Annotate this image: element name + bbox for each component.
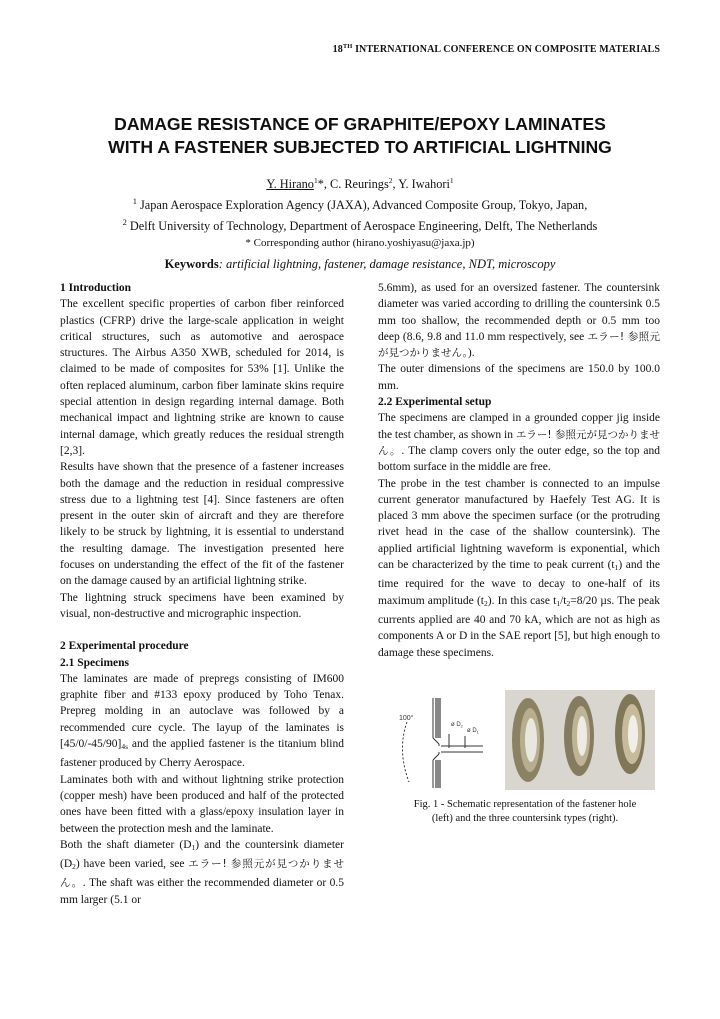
left-column (60, 280, 344, 908)
figure-1-caption: Fig. 1 - Schematic representation of the fastener hole (left) and the three countersink types (right). (413, 799, 637, 824)
paragraph: 5.6mm), as used for an oversized fastener. The countersink diameter was varied according to drilling the countersink 0.5 mm too shallow, the recommended depth or 0.5 mm too deep (8.6, 9.8 and 11.0 mm respectively, see エラー! 参照元が見つかりません。). (378, 282, 660, 360)
broken-reference: エラー! 参照元が見つかりません。 (378, 428, 661, 457)
affiliation-1: $^1$ Japan Aerospace Exploration Agency (JAXA), Advanced Composite Group, Tokyo, Japan, (132, 196, 588, 212)
paragraph: The specimens are clamped in a grounded copper jig inside the test chamber, as shown in エラー! 参照元が見つかりません。. The clamp covers only the outer edge, so the top and bottom surface in the middle are free. (378, 412, 661, 474)
title-line-2: WITH A FASTENER SUBJECTED TO ARTIFICIAL LIGHTNING (108, 137, 612, 157)
fastener-hole-schematic (399, 698, 483, 788)
countersink-recommended (564, 696, 594, 776)
paragraph: Laminates both with and without lightning strike protection (copper mesh) have been produced and half of the protected ones have been fitted with a glass/epoxy insulation layer in between the protection mesh and the laminate. (60, 773, 344, 835)
countersink-deep (615, 694, 645, 774)
countersink-shallow (512, 698, 544, 782)
paragraph: Both the shaft diameter $(D_1)$ and the countersink diameter $(D_2)$ have been varied, see エラー! 参照元が見つかりません。. The shaft was either the recommended diameter or 0.5 mm larger (5.1 or (60, 838, 345, 906)
broken-reference: エラー! 参照元が見つかりません。 (60, 858, 345, 890)
section-heading-introduction: 1 Introduction (60, 282, 132, 294)
section-heading-experimental: 2 Experimental procedure (60, 640, 189, 653)
author-hirano: Y. Hirano (266, 177, 314, 191)
subsection-heading-specimens: 2.1 Specimens (60, 656, 129, 669)
paragraph: The outer dimensions of the specimens are 150.0 by 100.0 mm. (378, 363, 660, 392)
paragraph: The probe in the test chamber is connected to an impulse current generator manufactured by Haefely Test AG. It is placed 3 mm above the specimen surface (or the protruding rivet head in the case of the shallow countersink). The applied artificial lightning waveform is exponential, which can be characterized by the time to peak current $(t_1)$ and the time required for the wave to decay to one-half of its maximum amplitude $(t_2)$. In this case $t_1/t_2=8/20$ µs. The peak currents applied are 40 and 70 kA, which are not as high as components A or D in the SAE report [5], but high enough to damage these specimens. (378, 477, 660, 659)
affiliation-2: $^2$ Delft University of Technology, Department of Aerospace Engineering, Delft, The Netherlands (122, 217, 598, 233)
countersink-photos (505, 690, 655, 790)
right-column (378, 280, 660, 661)
title-line-1: DAMAGE RESISTANCE OF GRAPHITE/EPOXY LAMINATES (114, 114, 606, 134)
paragraph: The lightning struck specimens have been examined by visual, non-destructive and micrographic inspection. (60, 591, 344, 620)
d1-label: ø $D_1$ (467, 728, 479, 735)
running-header: 18TH INTERNATIONAL CONFERENCE ON COMPOSITE MATERIALS (332, 43, 660, 55)
broken-reference: エラー! 参照元が見つかりません。 (378, 330, 660, 360)
angle-label: 100° (399, 715, 414, 722)
d2-label: ø $D_2$ (451, 722, 463, 729)
paper-title (0, 113, 720, 159)
corresponding-author: * Corresponding author (hirano.yoshiyasu@jaxa.jp) (245, 237, 475, 249)
paragraph: The excellent specific properties of carbon fiber reinforced plastics (CFRP) drive the large-scale application in weight critical structures, such as automotive and aerospace structures. The Airbus A350 XWB, scheduled for 2014, is claimed to be made of composites for 53% [1]. Unlike the often replaced aluminum, carbon fiber laminate skins require special attention in design regarding internal damage. Both mechanical impact and lightning strike are known to cause internal damage, which greatly reduces the residual strength [2,3]. (60, 298, 344, 457)
paragraph: The laminates are made of prepregs consisting of IM600 graphite fiber and #133 epoxy produced by Toho Tenax. Prepreg molding in an autoclave was followed by a recommended cure cycle. The layup of the laminates is $[45/0/-45/90]_{4s}$ and the applied fastener is the titanium blind fastener produced by Cherry Aerospace. (60, 672, 344, 770)
subsection-heading-setup: 2.2 Experimental setup (378, 396, 492, 409)
keywords-line: Keywords: artificial lightning, fastener, damage resistance, NDT, microscopy (164, 257, 556, 271)
author-block (0, 172, 720, 252)
figure-1 (393, 690, 658, 790)
paragraph: Results have shown that the presence of a fastener increases both the damage and the reduction in residual compressive stress due to a lightning test [4]. Since fasteners are often present in the outer skin of aircraft and they are therefore likely to be struck by lightning, it is essential to understand the resulting damage. The investigation presented here focuses on understanding the effect of the fit of the fastener on the damage caused by an artificial lightning strike. (60, 461, 344, 588)
author-list: Y. Hirano$^1$*, C. Reurings$^2$, Y. Iwahori$^1$ (266, 176, 454, 191)
